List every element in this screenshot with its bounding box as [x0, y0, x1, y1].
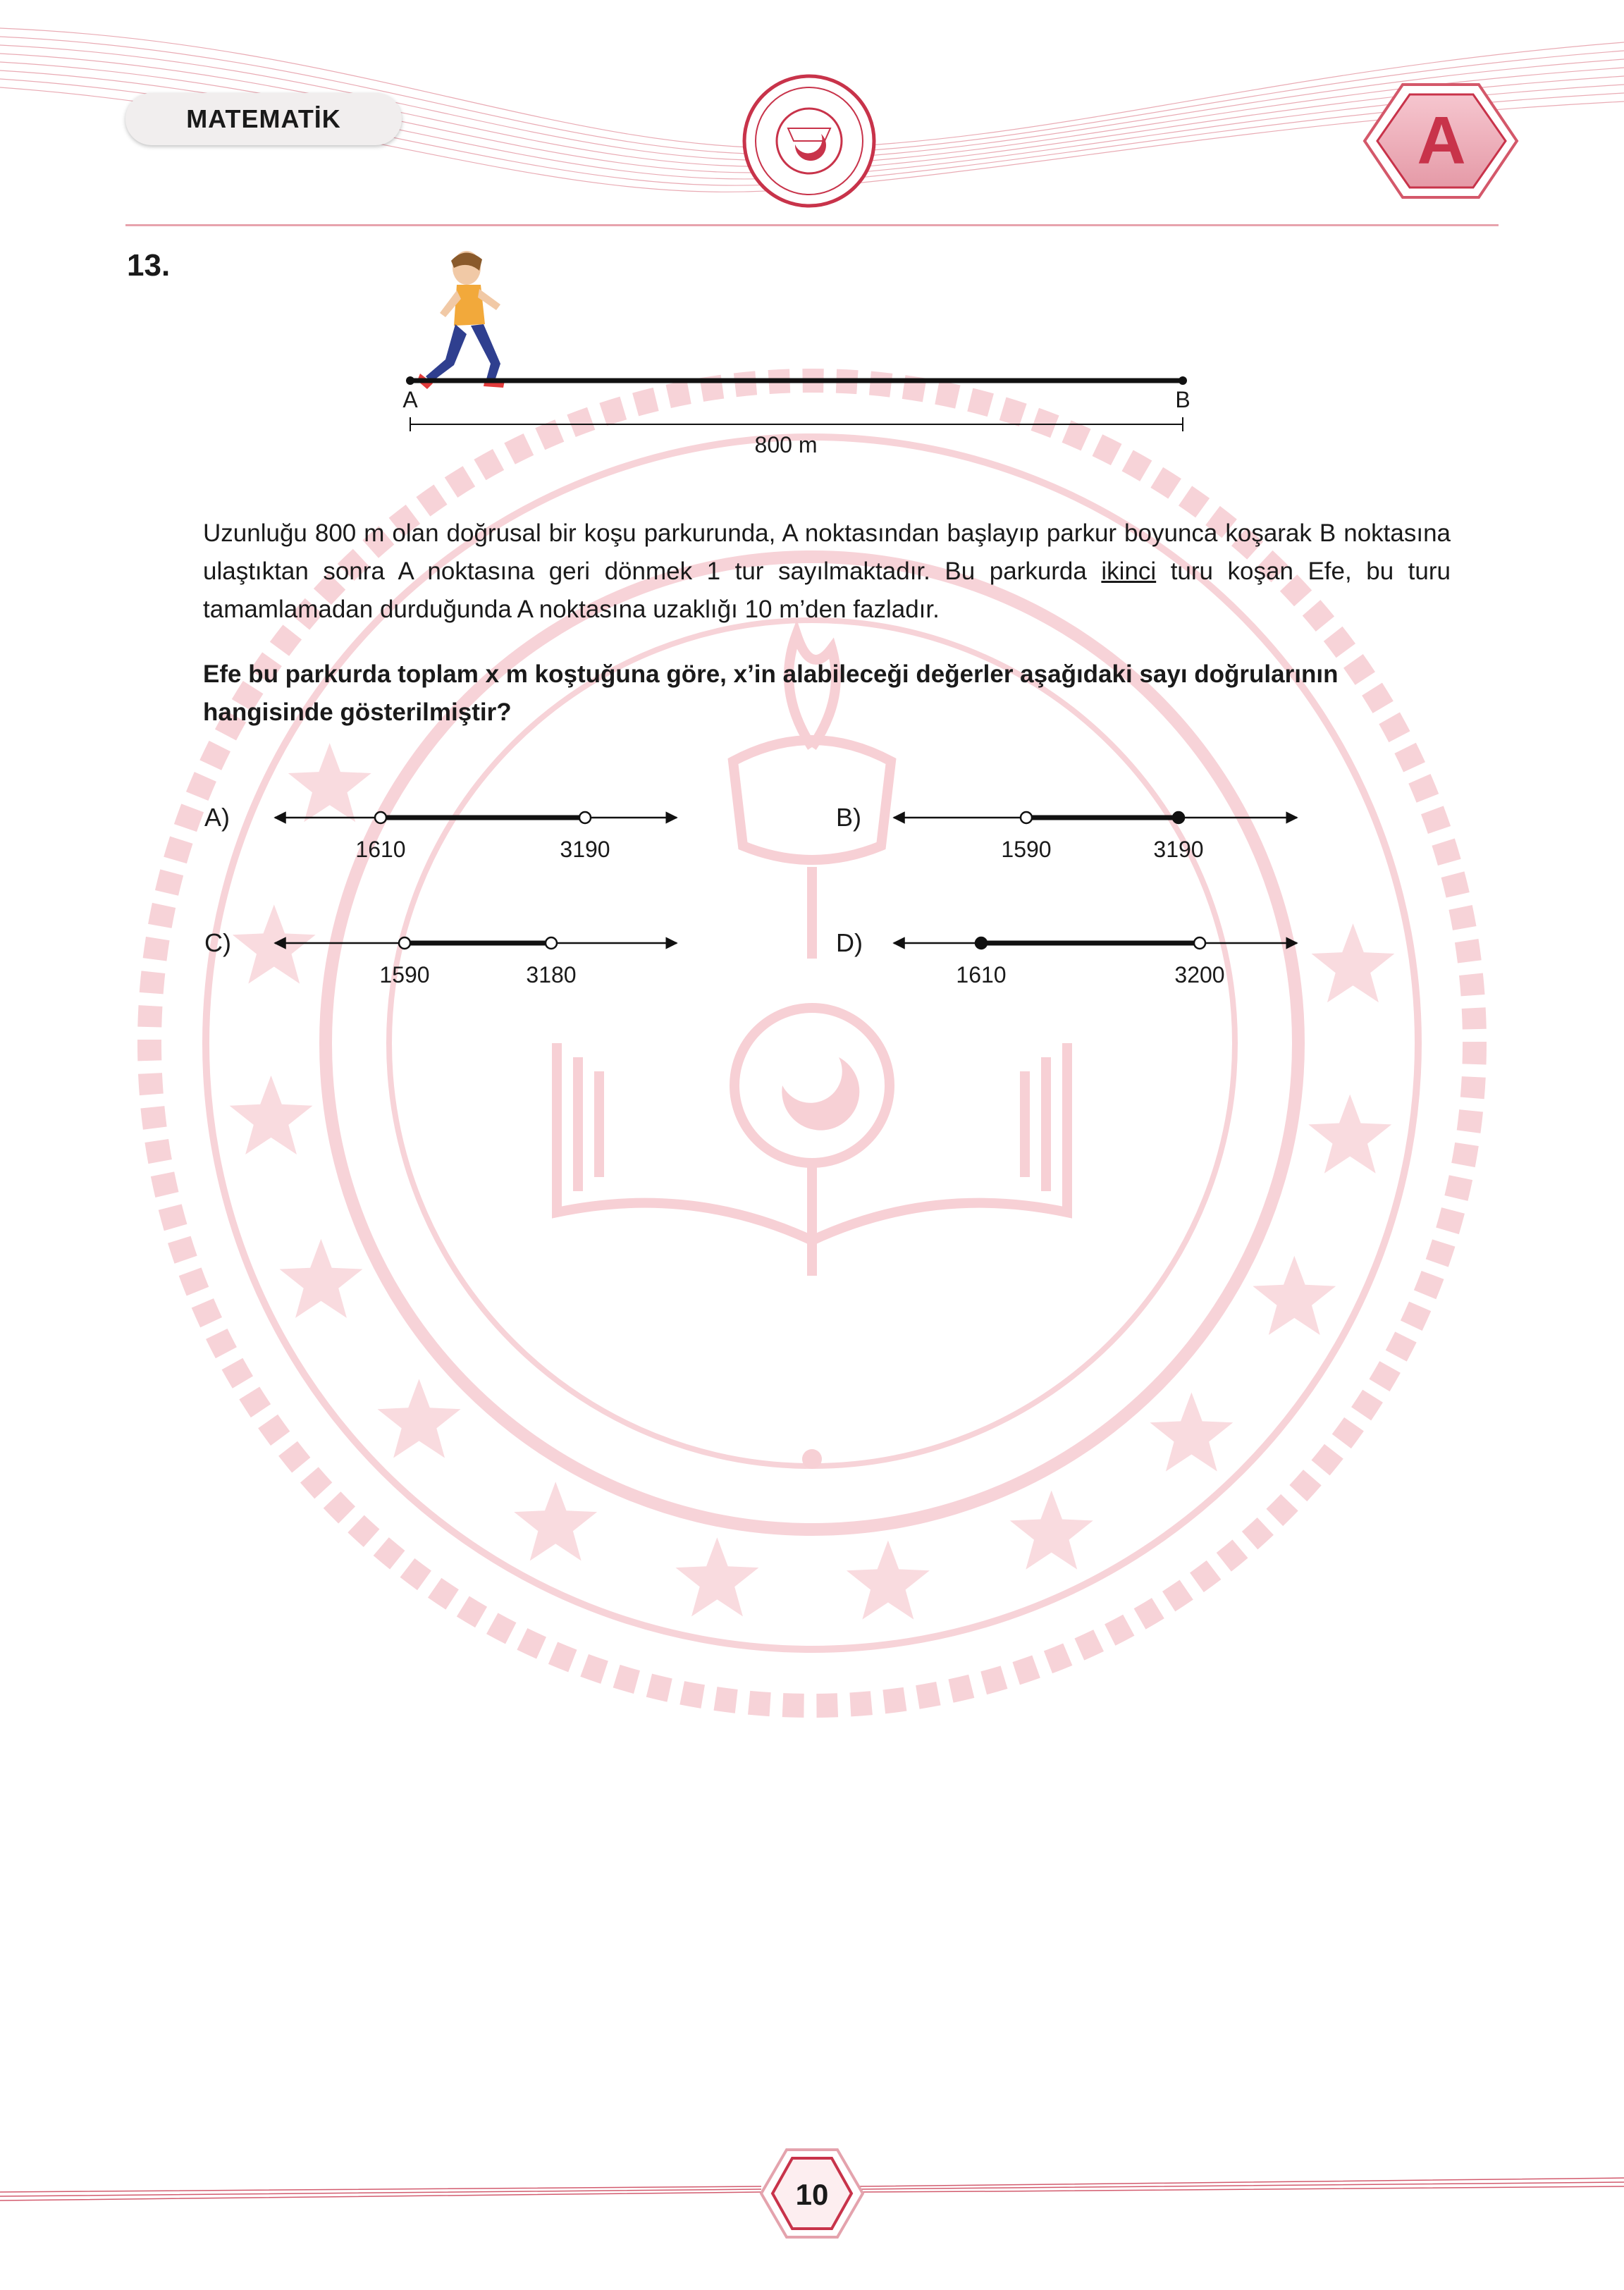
- watermark-star-icon: [280, 1239, 363, 1318]
- option-label: B): [836, 803, 861, 832]
- option-c[interactable]: [204, 928, 677, 987]
- page-number: 10: [795, 2178, 829, 2211]
- watermark-star-icon: [1308, 1095, 1391, 1174]
- question-stem: [203, 515, 1451, 629]
- right-endpoint-value: 3190: [1153, 837, 1204, 862]
- right-endpoint-value: 3180: [526, 962, 577, 987]
- point-a-label: A: [402, 387, 418, 412]
- open-endpoint: [546, 937, 557, 949]
- open-endpoint: [399, 937, 410, 949]
- question-prompt: Efe bu parkurda toplam x m koştuğuna göre, x’in alabileceği değerler aşağıdaki sayı doğrularının hangisinde gösterilmiştir?: [203, 660, 1339, 726]
- runner-figure: [417, 251, 505, 389]
- open-endpoint: [1021, 812, 1032, 823]
- distance-label: 800 m: [754, 432, 818, 457]
- right-endpoint-value: 3200: [1174, 962, 1225, 987]
- open-endpoint: [1194, 937, 1205, 949]
- watermark-star-icon: [676, 1537, 759, 1616]
- stem-part-2: turu koşan Efe, bu turu tamamlamadan durduğunda A noktasına uzaklığı 10 m’den fazladır.: [203, 558, 1451, 623]
- booklet-letter: A: [1417, 103, 1466, 178]
- option-label: D): [836, 928, 863, 957]
- ministry-logo: [744, 76, 874, 206]
- option-label: C): [204, 928, 231, 957]
- option-label: A): [204, 803, 230, 832]
- watermark-star-icon: [378, 1379, 461, 1458]
- open-endpoint: [579, 812, 591, 823]
- left-endpoint-value: 1610: [355, 837, 406, 862]
- watermark-star-icon: [1010, 1491, 1093, 1570]
- option-d[interactable]: [836, 928, 1297, 987]
- watermark-star-icon: [847, 1541, 930, 1620]
- watermark-star-icon: [230, 1076, 313, 1155]
- left-endpoint-value: 1610: [956, 962, 1007, 987]
- subject-title: MATEMATİK: [125, 93, 402, 145]
- stem-part-1: Uzunluğu 800 m olan doğrusal bir koşu parkurunda, A noktasından başlayıp parkur boyunca koşarak B noktasına ulaştıktan sonra A noktasına geri dönmek 1 tur sayılmaktadır. Bu parkurda: [203, 519, 1451, 585]
- stem-underlined-word: ikinci: [1101, 558, 1157, 585]
- left-endpoint-value: 1590: [379, 962, 430, 987]
- answer-options: [0, 775, 1624, 1001]
- option-b[interactable]: [836, 803, 1297, 862]
- closed-endpoint: [976, 937, 987, 949]
- header-divider: [125, 224, 1499, 226]
- option-a[interactable]: [204, 803, 677, 862]
- question-number: 13.: [127, 248, 171, 283]
- point-b-label: B: [1175, 387, 1191, 412]
- closed-endpoint: [1173, 812, 1184, 823]
- track-figure: [381, 240, 1226, 465]
- left-endpoint-value: 1590: [1001, 837, 1052, 862]
- watermark-star-icon: [1150, 1393, 1233, 1472]
- watermark-star-icon: [514, 1482, 597, 1560]
- open-endpoint: [375, 812, 386, 823]
- right-endpoint-value: 3190: [560, 837, 610, 862]
- watermark-star-icon: [1253, 1256, 1336, 1335]
